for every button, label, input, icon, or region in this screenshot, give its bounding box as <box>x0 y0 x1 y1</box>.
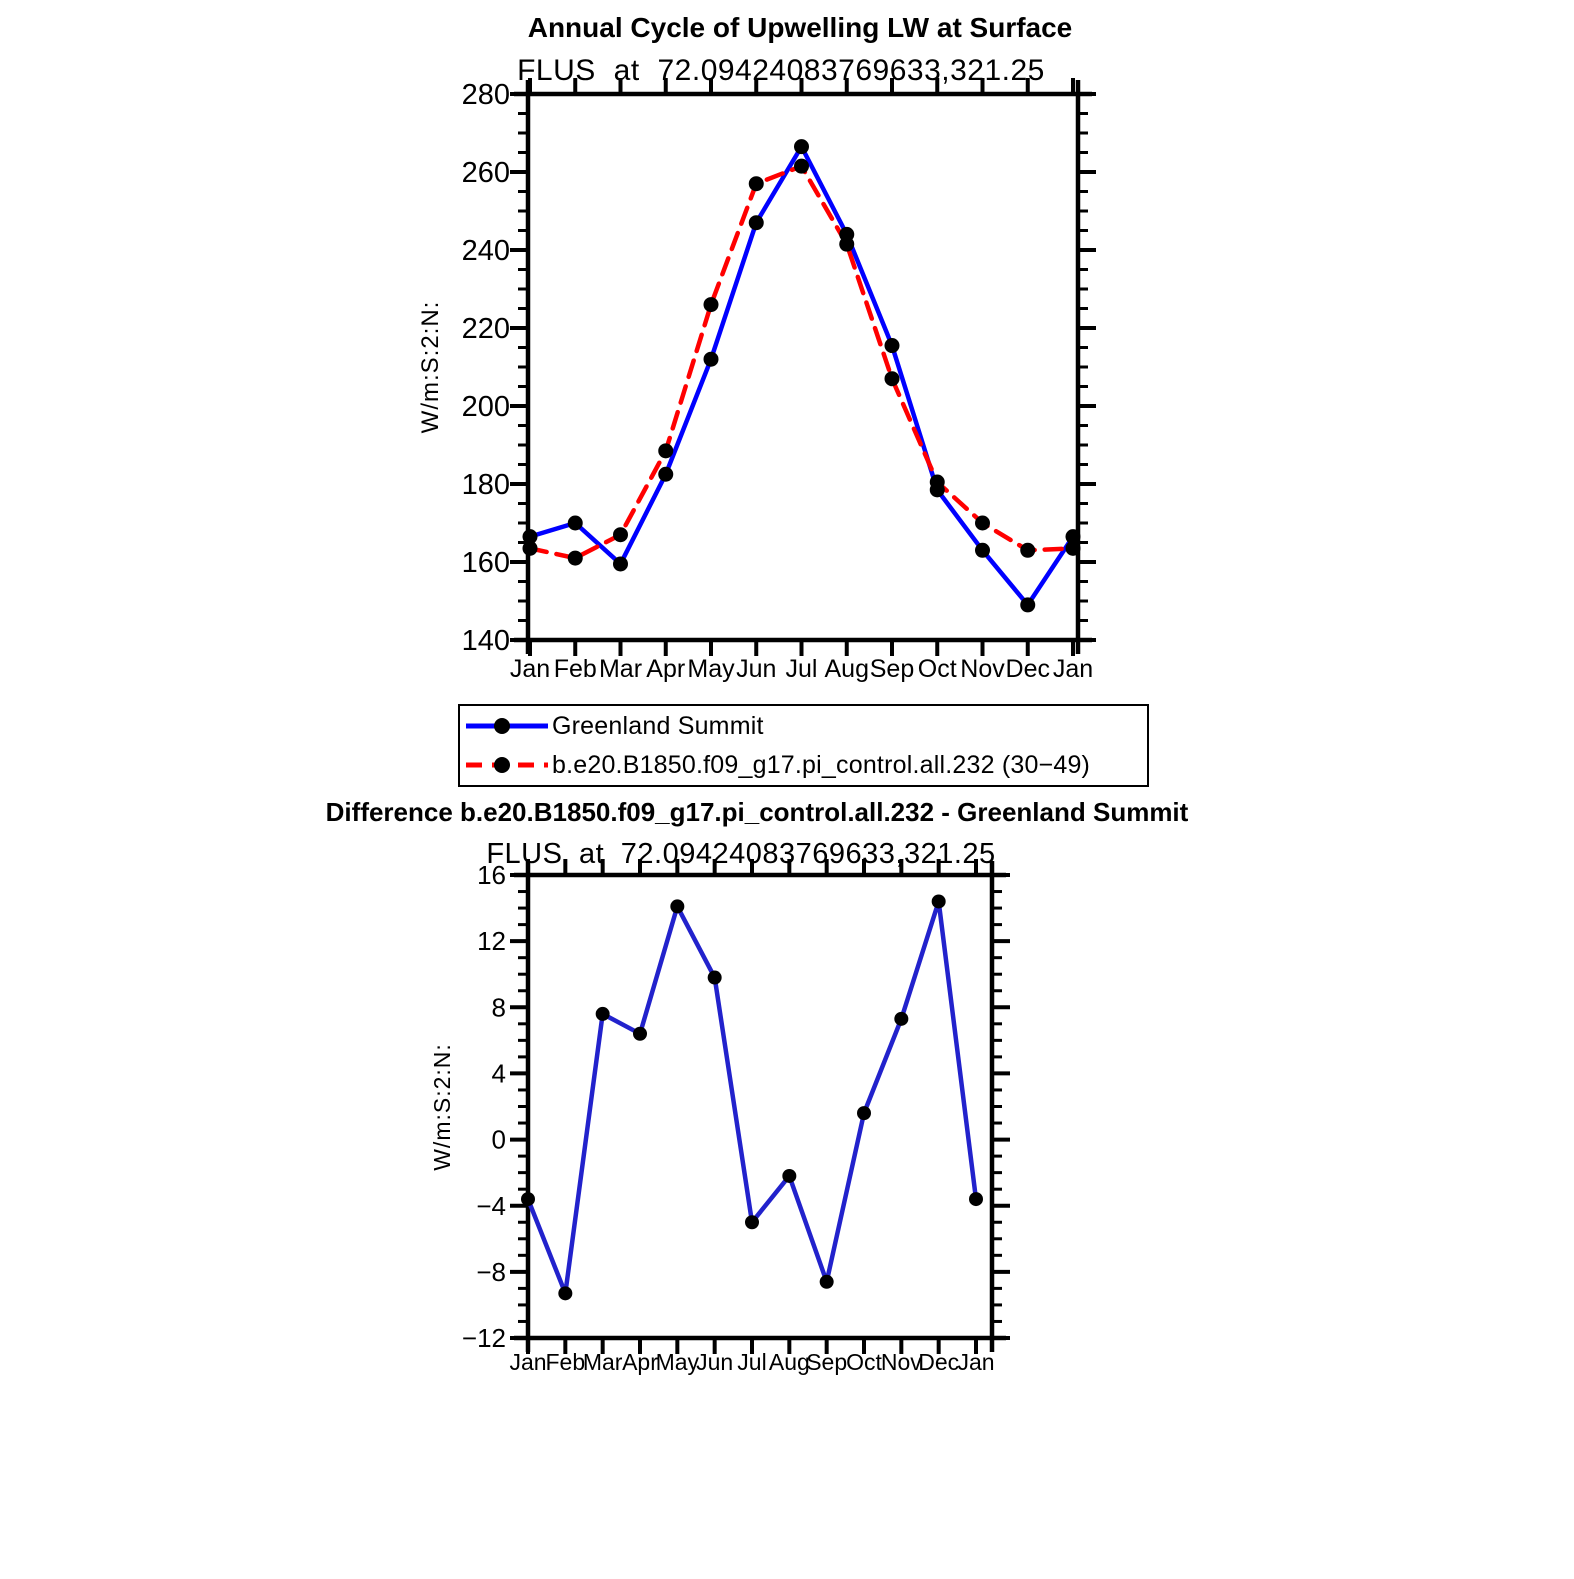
y-tick-label: 240 <box>461 235 510 268</box>
x-tick-label: Aug <box>768 1349 810 1375</box>
data-point-marker <box>885 371 900 386</box>
data-point-marker <box>894 1012 908 1026</box>
data-point-marker <box>975 543 990 558</box>
data-point-marker <box>704 297 719 312</box>
x-tick-label: Dec <box>1005 655 1050 683</box>
y-tick-label: 140 <box>461 625 510 658</box>
x-tick-label: Nov <box>880 1349 922 1375</box>
x-tick-label: Jul <box>737 1349 767 1375</box>
data-point-marker <box>633 1027 647 1041</box>
x-tick-label: Oct <box>846 1349 882 1375</box>
y-tick-label: −4 <box>476 1190 506 1221</box>
y-tick-label: 180 <box>461 469 510 502</box>
data-point-marker <box>658 467 673 482</box>
y-tick-label: 280 <box>461 79 510 112</box>
x-tick-label: Apr <box>622 1349 658 1375</box>
legend-line-dashed-red-icon <box>464 750 550 780</box>
x-tick-label: Jan <box>957 1349 995 1375</box>
data-point-marker <box>782 1169 796 1183</box>
legend-item-greenland-summit <box>460 707 1147 745</box>
y-tick-label: 0 <box>491 1124 506 1155</box>
legend-label-greenland-summit: Greenland Summit <box>552 711 764 740</box>
x-tick-label: Jul <box>785 655 818 683</box>
y-tick-label: −8 <box>476 1256 506 1287</box>
bottom-plot-area <box>462 859 1010 1375</box>
data-point-marker <box>613 527 628 542</box>
data-point-marker <box>749 215 764 230</box>
top-y-axis-label: W/m:S:2:N: <box>417 300 444 434</box>
x-tick-label: Mar <box>598 655 643 683</box>
x-tick-label: Mar <box>582 1349 623 1375</box>
y-tick-label: −12 <box>461 1323 506 1354</box>
data-point-marker <box>708 971 722 985</box>
x-tick-label: Nov <box>960 655 1005 683</box>
data-point-marker <box>568 551 583 566</box>
y-tick-label: 16 <box>477 860 506 891</box>
x-tick-label: Sep <box>869 655 915 683</box>
bottom-chart-title: Difference b.e20.B1850.f09_g17.pi_control.all.232 - Greenland Summit <box>325 797 1189 827</box>
x-tick-label: Oct <box>917 655 957 683</box>
x-tick-label: Feb <box>553 655 597 683</box>
x-tick-label: Jun <box>736 655 777 683</box>
series-line-b-e20-b1850-f09-g17-pi-control-all-232-3 <box>530 166 1073 558</box>
legend-label-model-control: b.e20.B1850.f09_g17.pi_control.all.232 (30−49) <box>552 750 1091 779</box>
data-point-marker <box>885 338 900 353</box>
data-point-marker <box>969 1192 983 1206</box>
data-point-marker <box>975 516 990 531</box>
data-point-marker <box>794 159 809 174</box>
series-line-greenland-summit <box>530 147 1073 605</box>
data-point-marker <box>670 899 684 913</box>
y-tick-label: 200 <box>461 391 510 424</box>
data-point-marker <box>749 176 764 191</box>
y-tick-label: 12 <box>477 926 506 957</box>
bottom-chart-subtitle: FLUS at 72.09424083769633,321.25 <box>486 838 996 870</box>
data-point-marker <box>932 894 946 908</box>
data-point-marker <box>1020 597 1035 612</box>
data-point-marker <box>558 1286 572 1300</box>
y-tick-label: 220 <box>461 313 510 346</box>
series-line-difference <box>528 901 976 1293</box>
data-point-marker <box>1020 543 1035 558</box>
data-point-marker <box>1066 541 1081 556</box>
top-chart-title: Annual Cycle of Upwelling LW at Surface <box>527 12 1073 43</box>
top-plot-area <box>462 78 1096 683</box>
data-point-marker <box>521 1192 535 1206</box>
y-tick-label: 8 <box>491 992 506 1023</box>
data-point-marker <box>704 352 719 367</box>
x-tick-label: Dec <box>918 1349 960 1375</box>
bottom-y-axis-label: W/m:S:2:N: <box>429 1043 455 1171</box>
legend-line-solid-blue-icon <box>464 711 550 741</box>
data-point-marker <box>523 541 538 556</box>
data-point-marker <box>658 443 673 458</box>
x-tick-label: Jan <box>1052 655 1094 683</box>
x-tick-label: Apr <box>646 655 686 683</box>
data-point-marker <box>839 237 854 252</box>
x-tick-label: Sep <box>806 1349 848 1375</box>
data-point-marker <box>613 556 628 571</box>
data-point-marker <box>794 139 809 154</box>
x-tick-label: Feb <box>545 1349 586 1375</box>
y-tick-label: 260 <box>461 157 510 190</box>
data-point-marker <box>568 516 583 531</box>
data-point-marker <box>930 475 945 490</box>
x-tick-label: Aug <box>824 655 869 683</box>
legend <box>458 704 1149 787</box>
data-point-marker <box>820 1275 834 1289</box>
data-point-marker <box>857 1106 871 1120</box>
top-chart-subtitle: FLUS at 72.09424083769633,321.25 <box>517 54 1045 87</box>
x-tick-label: May <box>687 655 735 683</box>
x-tick-label: May <box>655 1349 700 1375</box>
y-tick-label: 160 <box>461 547 510 580</box>
x-tick-label: Jan <box>509 1349 547 1375</box>
y-tick-label: 4 <box>491 1058 506 1089</box>
data-point-marker <box>745 1215 759 1229</box>
legend-item-model-control <box>460 746 1147 784</box>
x-tick-label: Jun <box>696 1349 734 1375</box>
data-point-marker <box>596 1007 610 1021</box>
x-tick-label: Jan <box>509 655 551 683</box>
